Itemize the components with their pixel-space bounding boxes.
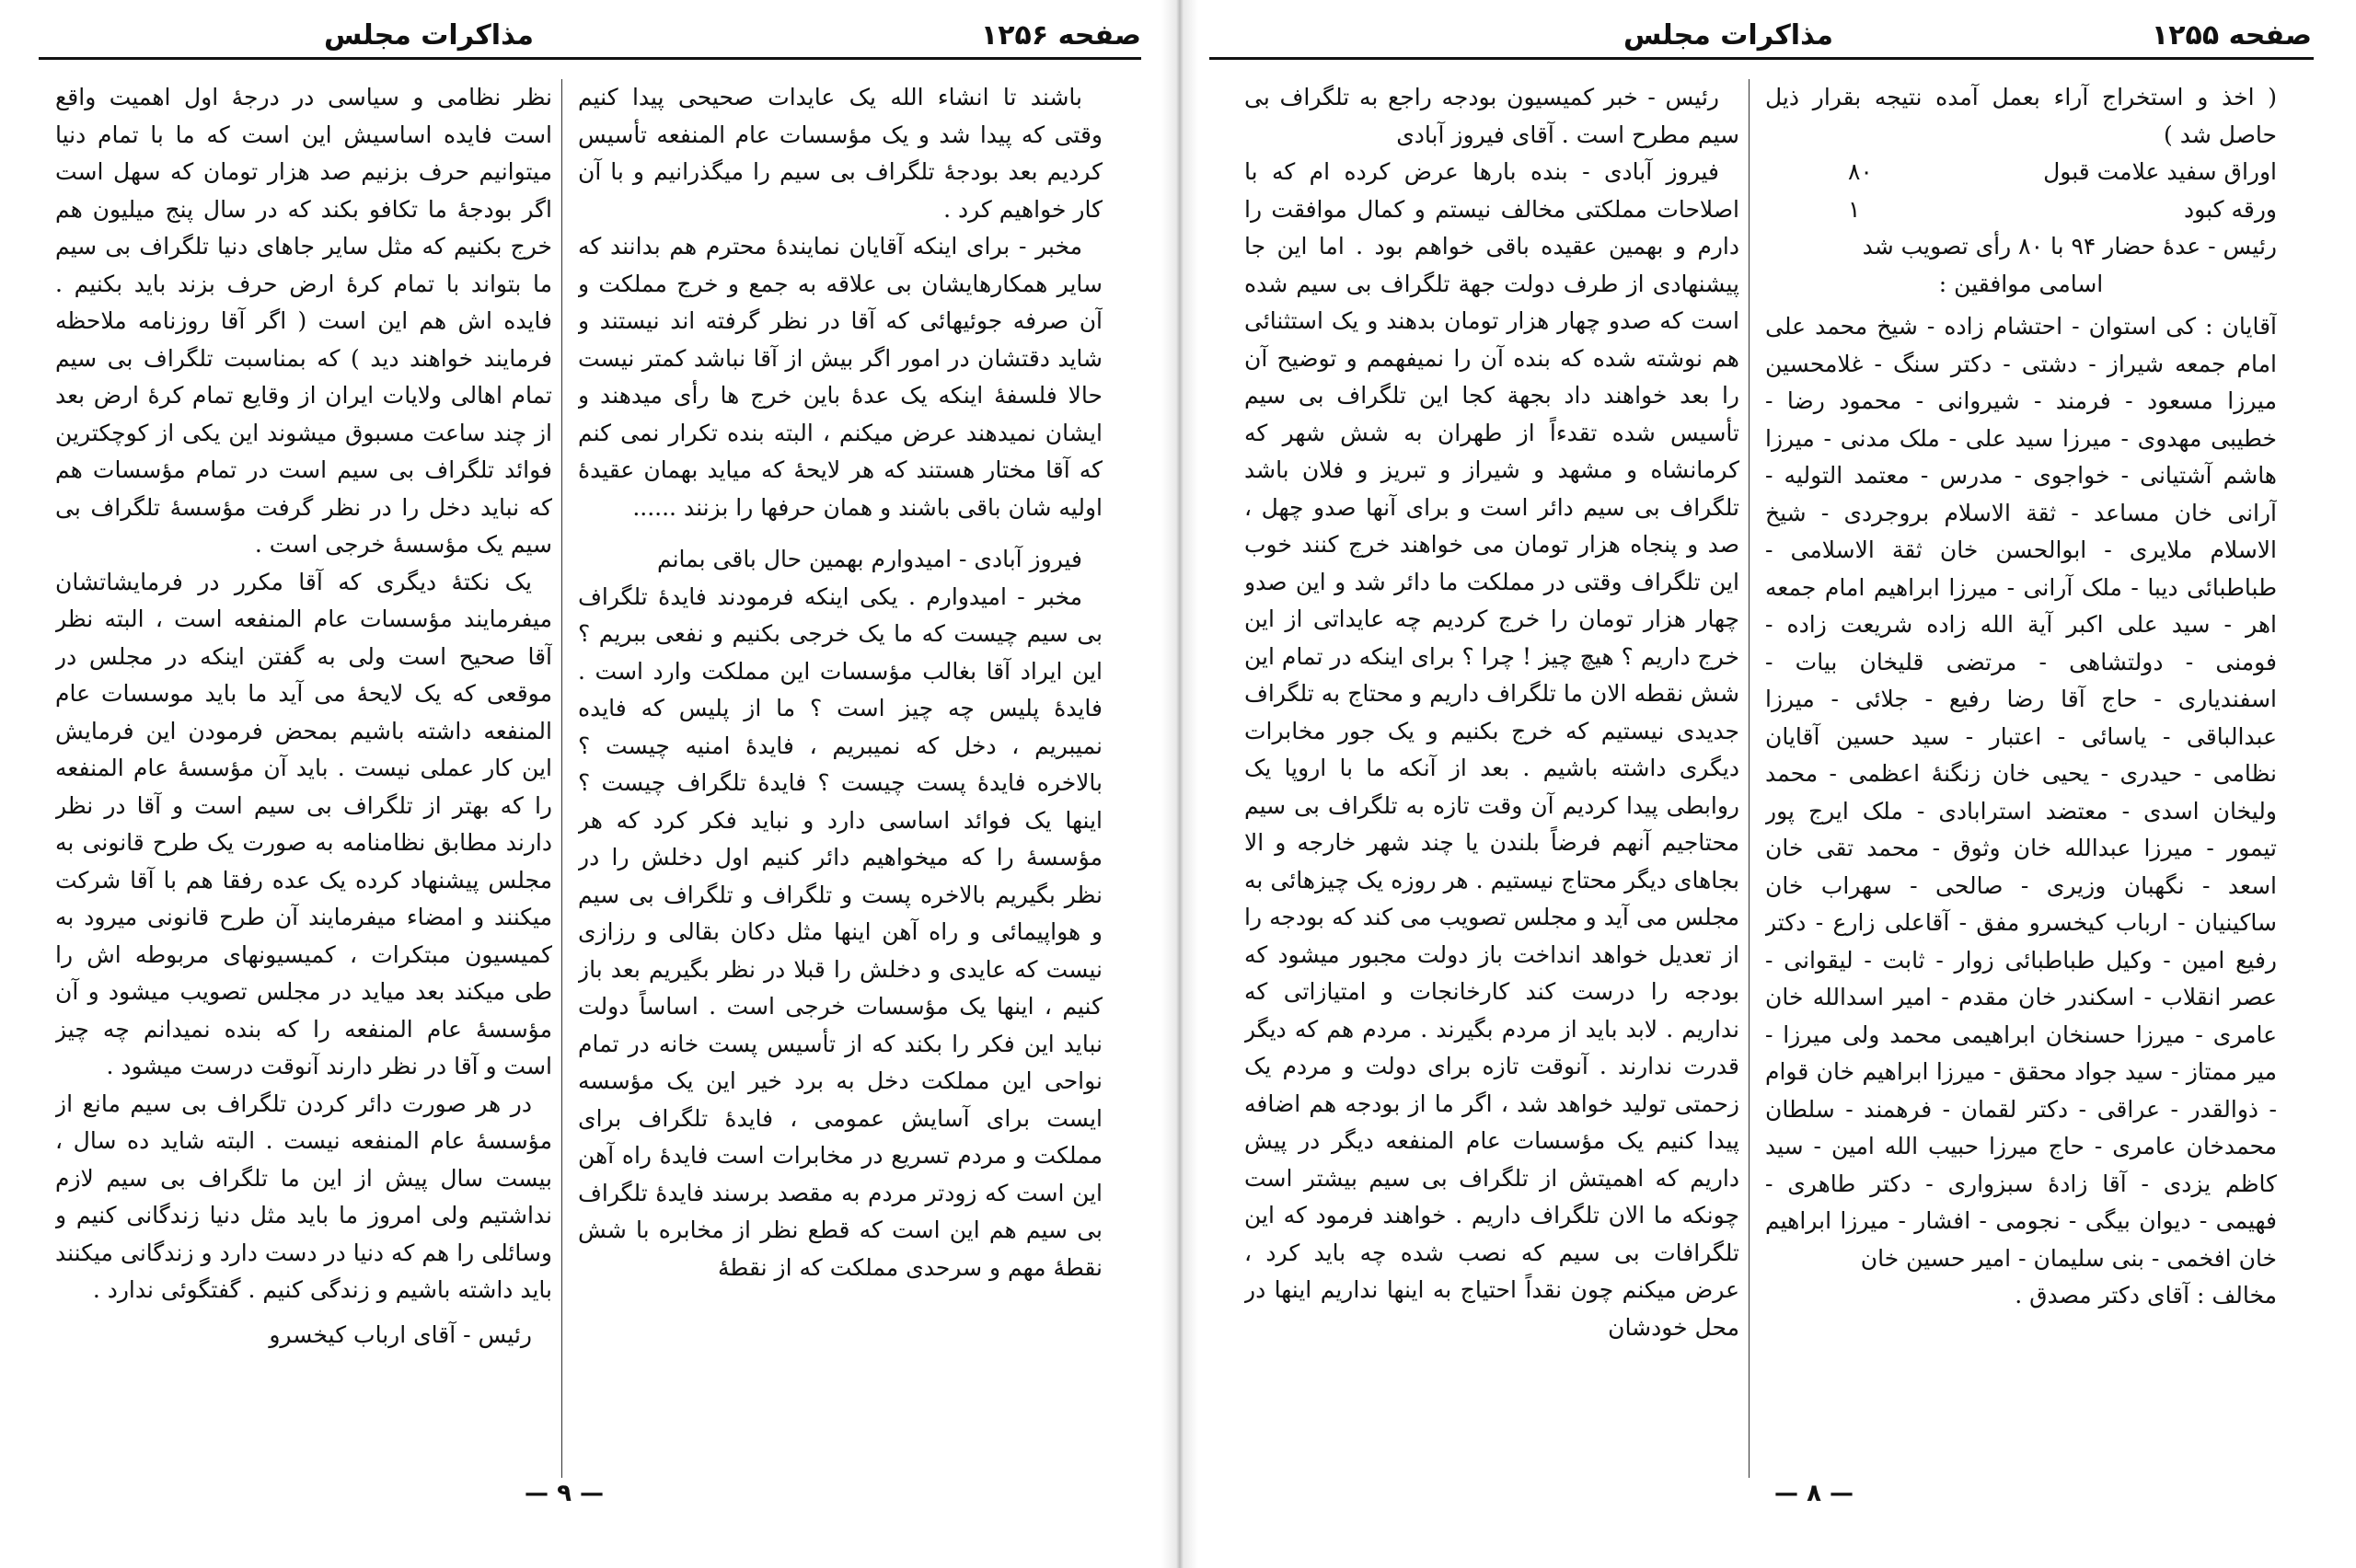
right-page-number: صفحه ۱۲۵۵ <box>2151 19 2312 52</box>
left-header-rule <box>39 57 1141 60</box>
paragraph: فیروز آبادی - امیدوارم بهمین حال باقی بمانم <box>656 546 1082 572</box>
vote-slip-value: ۱ <box>1848 195 1861 223</box>
paragraph: یک نکتهٔ دیگری که آقا مکرر در فرمایشاتشان میفرمایند مؤسسات عام المنفعه است ، البته نظر آقا صحیح است ولی به گفتن اینکه در مجلس در موقعی که یک لایحهٔ می آید ما باید موسسات عام المنفعه داشته باشیم بمحض فرمودن این فرمایش این کار عملی نیست . باید آن مؤسسهٔ عام المنفعه را که بهتر از تلگراف بی سیم است و آقا در نظر دارند مطابق نظامنامه به صورت یک طرح قانونی به مجلس پیشنهاد کرده یک عده رفقا هم با آقا شرکت میکنند و امضاء میفرمایند آن طرح قانونی میرود به کمیسیون مبتکرات ، کمیسیونهای مربوطه اش را طی میکند بعد میاید در مجلس تصویب میشود و آن مؤسسهٔ عام المنفعه را که بنده نمیدانم چه چیز است و آقا در نظر دارند آنوقت درست میشود . <box>55 568 552 1079</box>
right-column-b <box>1244 79 1739 1469</box>
right-column-separator <box>1749 79 1750 1478</box>
vote-result: رئیس - عدهٔ حضار ۹۴ با ۸۰ رأی تصویب شد <box>1862 233 2277 259</box>
paragraph: در هر صورت دائر کردن تلگراف بی سیم مانع از مؤسسهٔ عام المنفعه نیست . البته شاید ده سال ، بیست سال پیش از این ما تلگراف بی سیم لازم نداشتیم ولی امروز ما باید مثل دنیا زندگانی کنیم و وسائلی را هم که دنیا در دست دارد و زندگانی میکنند باید داشته باشیم و زندگی کنیم . گفتگوئی ندارد . <box>55 1090 552 1303</box>
right-page <box>1180 0 2356 1568</box>
paragraph: ( اخذ و استخراج آراء بعمل آمده نتیجه بقرار ذیل حاصل شد ) <box>1765 84 2277 148</box>
vote-slips-white <box>1765 154 2277 191</box>
left-folio: — ۹ — <box>525 1480 604 1507</box>
paragraph: فیروز آبادی - بنده بارها عرض کرده ام که با اصلاحات مملکتی مخالف نیستم و کمال موافقت را دارم و بهمین عقیده باقی خواهم بود . اما این جا پیشنهادی از طرف دولت جهة تلگراف بی سیم شده است که صدو چهار هزار تومان بدهند و یک استثنائی هم نوشته شده که بنده آن را نمیفهمم و توضیح آن را بعد خواهند داد بجهة کجا این تلگراف بی سیم تأسیس شده تقدءاً از طهران به شش شهر که کرمانشاه و مشهد و شیراز و تبریز و فلان باشد تلگراف بی سیم دائر است و برای آنها صدو چهل ، صد و پنجاه هزار تومان می خواهند خرج کنند خوب این تلگراف وقتی در مملکت ما دائر شد و این صدو چهار هزار تومان را خرج کردیم چه عایداتی از این خرج داریم ؟ هیچ چیز ! چرا ؟ برای اینکه در تمام این شش نقطه الان ما تلگراف داریم و محتاج به تلگراف جدیدی نیستیم که خرج بکنیم و یک جور مخابرات دیگری داشته باشیم . بعد از آنکه ما با اروپا یک روابطی پیدا کردیم آن وقت تازه به تلگراف بی سیم محتاجیم آنهم فرضاً بلندن یا چند شهر خارجه و الا بجاهای دیگر محتاج نیستیم . هر روزه یک چیزهائی به مجلس می آید و مجلس تصویب می کند که بودجه را از تعدیل خواهد انداخت باز دولت مجبور میشود که بودجه را درست کند کارخانجات و امتیازاتی که نداریم . لابد باید از مردم بگیرند . مردم هم که دیگر قدرت ندارند . آنوقت تازه برای دولت و مردم یک زحمتی تولید خواهد شد ، اگر ما از بودجه هم اضافه پیدا کنیم یک مؤسسات عام المنفعه دیگر در پیش داریم که اهمیتش از تلگراف بی سیم بیشتر است چونکه ما الان تلگراف داریم . خواهند فرمود که این تلگرافات بی سیم که نصب شده چه باید کرد ، عرض میکنم چون نقداً احتیاج به اینها نداریم اینها در محل خودشان <box>1244 158 1739 1341</box>
opponent-line: مخالف : آقای دکتر مصدق . <box>2015 1282 2277 1309</box>
left-page-title: مذاکرات مجلس <box>323 19 534 52</box>
left-column-a <box>578 79 1103 1469</box>
paragraph: نظر نظامی و سیاسی در درجهٔ اول اهمیت واقع است فایده اساسیش این است که ما با تمام دنیا میتوانیم حرف بزنیم صد هزار تومان که سهل است اگر بودجهٔ ما تکافو بکند که در سال پنج میلیون هم خرج بکنیم که مثل سایر جاهای دنیا تلگراف بی سیم ما بتواند با تمام کرهٔ ارض حرف بزند باید بکنیم . فایده اش هم این است ( اگر آقا روزنامه ملاحظه فرمایند خواهند دید ) که بمناسبت تلگراف بی سیم تمام اهالی ولایات ایران از وقایع تمام کرهٔ ارض بعد از چند ساعت مسبوق میشوند این یکی از کوچکترین فوائد تلگراف بی سیم است در تمام مؤسسات هم که نباید دخل را در نظر گرفت مؤسسهٔ تلگراف بی سیم یک مؤسسهٔ خرجی است . <box>55 84 552 558</box>
vote-slip-label: اوراق سفید علامت قبول <box>2043 158 2277 185</box>
vote-slips-blue <box>1765 191 2277 229</box>
vote-slip-label: ورقه کبود <box>2184 195 2277 223</box>
vote-slip-value: ۸۰ <box>1848 158 1873 185</box>
right-page-title: مذاکرات مجلس <box>1623 19 1833 52</box>
paragraph: باشند تا انشاء الله یک عایدات صحیحی پیدا کنیم وقتی که پیدا شد و یک مؤسسات عام المنفعه تأسیس کردیم بعد بودجهٔ تلگراف بی سیم را میگذرانیم و با آن کار خواهیم کرد . <box>578 84 1103 223</box>
paragraph: رئیس - آقای ارباب کیخسرو <box>269 1320 532 1348</box>
paragraph: رئیس - خبر کمیسیون بودجه راجع به تلگراف بی سیم مطرح است . آقای فیروز آبادی <box>1244 84 1739 148</box>
left-column-b <box>55 79 552 1469</box>
right-folio: — ۸ — <box>1774 1480 1854 1507</box>
paragraph: مخبر - امیدوارم . یکی اینکه فرمودند فایدهٔ تلگراف بی سیم چیست که ما یک خرجی بکنیم و نفعی ببریم ؟ این ایراد آقا بغالب مؤسسات این مملکت وارد است . فایدهٔ پلیس چه چیز است ؟ ما از پلیس که فایده نمیبریم ، دخل که نمیبریم ، فایدهٔ امنیه چیست ؟ بالاخره فایدهٔ پست چیست ؟ فایدهٔ تلگراف چیست ؟ اینها یک فوائد اساسی دارد و نباید فکر کرد که هر مؤسسهٔ را که میخواهیم دائر کنیم اول دخلش را در نظر بگیریم بالاخره پست و تلگراف و تلگراف بی سیم و هواپیمائی و راه آهن اینها مثل دکان بقالی و رزازی نیست که عایدی و دخلش را قبلا در نظر بگیریم بعد باز کنیم ، اینها یک مؤسسات خرجی است . اساساً دولت نباید این فکر را بکند که از تأسیس پست خانه در تمام نواحی این مملکت دخل به برد خیر این یک مؤسسه ایست برای آسایش عمومی ، فایدهٔ تلگراف برای مملکت و مردم تسریع در مخابرات است فایدهٔ راه آهن این است که زودتر مردم به مقصد برسند فایدهٔ تلگراف بی سیم هم این است که قطع نظر از مخابره با شش نقطهٔ مهم و سرحدی مملکت که از نقطهٔ <box>578 582 1103 1281</box>
section-heading: اسامی موافقین : <box>1938 270 2104 297</box>
left-page-number: صفحه ۱۲۵۶ <box>980 19 1141 52</box>
paragraph: مخبر - برای اینکه آقایان نمایندهٔ محترم هم بدانند که سایر همکارهایشان بی علاقه به جمع و خرج مملکت و آن صرفه جوئیهائی که آقا در نظر گرفته اند نیستند و شاید دقتشان در امور اگر بیش از آقا نباشد کمتر نیست حالا فلسفهٔ اینکه یک عدهٔ باین خرج ها رأی میدهند و ایشان نمیدهند عرض میکنم ، البته بنده تکرار نمی کنم که آقا مختار هستند که هر لایحهٔ که میاید بهمان عقیدهٔ اولیه شان باقی باشند و همان حرفها را بزنند ...... <box>578 233 1103 521</box>
right-header-rule <box>1209 57 2314 60</box>
right-column-a <box>1765 79 2277 1469</box>
left-column-separator <box>561 79 562 1478</box>
members-list: آقایان : کی استوان - احتشام زاده - شیخ محمد علی امام جمعه شیراز - دشتی - دکتر سنگ - غلامحسین میرزا مسعود - فرمند - شیروانی - محمود رضا - خطیبی مهدوی - میرزا سید علی - ملک مدنی - میرزا هاشم آشتیانی - خواجوی - مدرس - معتمد التولیه - آرانی خان مساعد - ثقة الاسلام بروجردی - شیخ الاسلام ملایری - ابوالحسن خان ثقة الاسلامی - طباطبائی دیبا - ملک آرانی - میرزا ابراهیم امام جمعه اهر - سید علی اکبر آیة الله زاده شریعت زاده - فومنی - دولتشاهی - مرتضی قلیخان بیات - اسفندیاری - حاج آقا رضا رفیع - جلائی - میرزا عبدالباقی - یاسائی - اعتبار - سید حسین آقایان نظامی - حیدری - یحیی خان زنگنهٔ اعظمی - محمد ولیخان اسدی - معتضد استرابادی - ملک ایرج پور تیمور - میرزا عبدالله خان وثوق - محمد تقی خان اسعد - نگهبان وزیری - صالحی - سهراب خان ساکینیان - ارباب کیخسرو مفق - آقاعلی زارع - دکتر رفیع امین - وکیل طباطبائی زوار - ثابت - لیقوانی - عصر انقلاب - اسکندر خان مقدم - امیر اسدالله خان عامری - میرزا حسنخان ابراهیمی محمد ولی میرزا - میر ممتاز - سید جواد محقق - میرزا ابراهیم خان قوام - ذوالقدر - عراقی - دکتر لقمان - فرهمند - سلطان محمدخان عامری - حاج میرزا حبیب الله امین - سید کاظم یزدی - آقا زادهٔ سبزواری - دکتر طاهری - فهیمی - دیوان بیگی - نجومی - افشار - میرزا ابراهیم خان افخمی - بنی سلیمان - امیر حسین خان <box>1765 313 2277 1272</box>
